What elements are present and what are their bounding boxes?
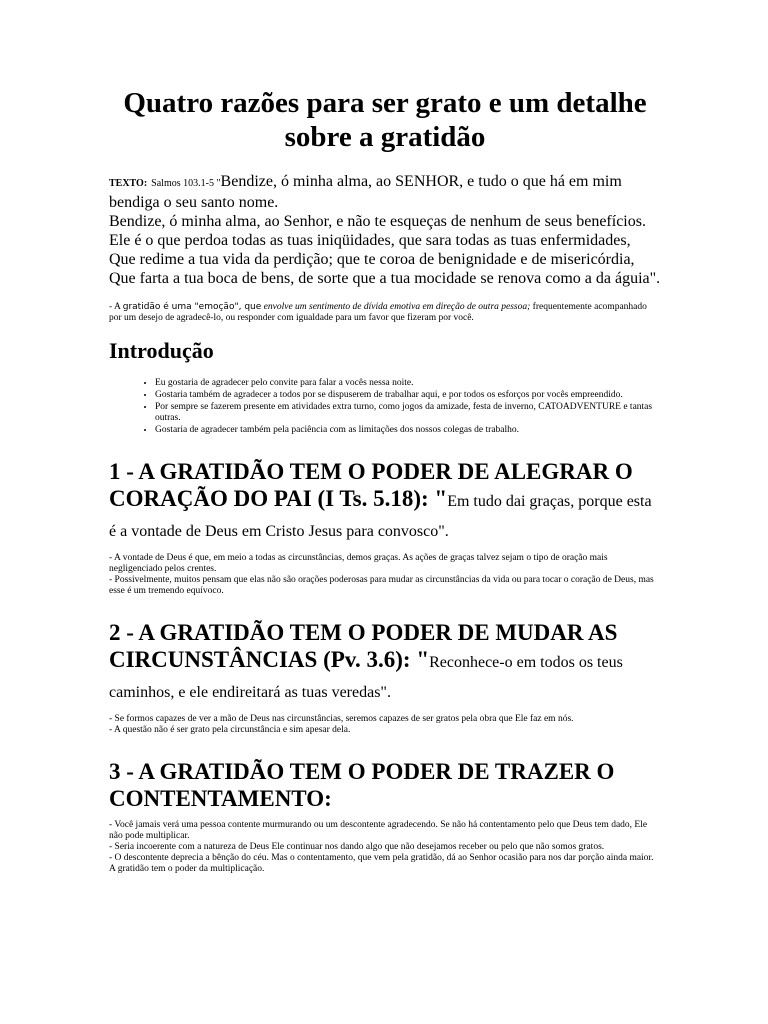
definition-script-text: gratidão é uma "emoção", que: [122, 302, 262, 312]
note-line: - A vontade de Deus é que, em meio a todas as circunstâncias, demos graças. As ações de graças talvez sejam o tipo de oração mais negligenciado pelos crentes.: [109, 553, 608, 574]
section-3-heading: [109, 758, 661, 812]
section-2-notes: [109, 714, 661, 736]
section-1-heading: [109, 458, 661, 545]
verse-line: Ele é o que perdoa todas as tuas iniqüidades, que sara todas as tuas enfermidades,: [109, 232, 631, 249]
intro-list: [109, 378, 661, 436]
definition-italic-text: envolve um sentimento de dívida emotiva em direção de outra pessoa;: [261, 302, 531, 312]
section-heading-text: 3 - A GRATIDÃO TEM O PODER DE TRAZER O CONTENTAMENTO:: [109, 759, 615, 811]
definition-rest-text: frequentemente acompanhado por um desejo de agradecê-lo, ou responder com igualdade para um favor que fizeram por você.: [109, 302, 647, 323]
note-line: - Você jamais verá uma pessoa contente murmurando ou um descontente agradecendo. Se não há contentamento pelo que Deus tem dado, Ele não pode multiplicar.: [109, 820, 648, 841]
section-2-heading: [109, 619, 661, 706]
note-line: - O descontente deprecia a bênção do céu. Mas o contentamento, que vem pela gratidão, dá ao Senhor ocasião para nos dar porção ainda maior. A gratidão tem o poder da multiplicação.: [109, 853, 654, 874]
note-line: - A questão não é ser grato pela circunstância e sim apesar dela.: [109, 725, 351, 735]
list-item: • Por sempre se fazerem presente em atividades extra turno, como jogos da amizade, festa de inverno, CATOADVENTURE e tantas outras.: [155, 402, 661, 424]
section-3-notes: [109, 820, 661, 875]
verse-line: Bendize, ó minha alma, ao SENHOR, e tudo o que há em mim bendiga o seu santo nome.: [109, 173, 622, 211]
document-content: [109, 86, 661, 875]
scripture-reference: Salmos 103.1-5 ": [151, 178, 221, 189]
list-item: • Gostaria de agradecer também pela paciência com as limitações dos nossos colegas de trabalho.: [155, 425, 661, 436]
definition-prefix: - A: [109, 302, 123, 312]
list-item: • Eu gostaria de agradecer pelo convite para falar a vocês nessa noite.: [155, 378, 661, 389]
note-line: - Se formos capazes de ver a mão de Deus nas circunstâncias, seremos capazes de ser gratos pela obra que Ele faz em nós.: [109, 714, 574, 724]
note-line: - Seria incoerente com a natureza de Deus Ele continuar nos dando algo que não desejamos receber ou pelo que não somos gratos.: [109, 842, 605, 852]
gratitude-definition: [109, 302, 661, 324]
note-line: - Possivelmente, muitos pensam que elas não são orações poderosas para mudar as circunstâncias da vida ou para tocar o coração de Deus, mas esse é um tremendo equívoco.: [109, 575, 654, 596]
document-title: Quatro razões para ser grato e um detalhe sobre a gratidão: [123, 87, 647, 153]
section-1-notes: [109, 553, 661, 597]
texto-label: TEXTO:: [109, 178, 148, 189]
intro-heading: Introdução: [109, 338, 214, 363]
section-quote: Em tudo dai graças, porque esta é a vontade de Deus em Cristo Jesus para convosco".: [109, 493, 652, 540]
scripture-text: [109, 172, 661, 288]
list-item: • Gostaria também de agradecer a todos por se dispuserem de trabalhar aqui, e por todos os esforços por vocês empreendido.: [155, 390, 661, 401]
section-heading-text: 2 - A GRATIDÃO TEM O PODER DE MUDAR AS CIRCUNSTÂNCIAS (Pv. 3.6): ": [109, 620, 618, 672]
verse-line: Bendize, ó minha alma, ao Senhor, e não te esqueças de nenhum de seus benefícios.: [109, 213, 646, 230]
verse-line: Que redime a tua vida da perdição; que te coroa de benignidade e de misericórdia,: [109, 251, 635, 268]
section-heading-text: 1 - A GRATIDÃO TEM O PODER DE ALEGRAR O CORAÇÃO DO PAI (I Ts. 5.18): ": [109, 459, 633, 511]
verse-line: Que farta a tua boca de bens, de sorte que a tua mocidade se renova como a da águia".: [109, 270, 661, 287]
section-quote: Reconhece-o em todos os teus caminhos, e ele endireitará as tuas veredas".: [109, 654, 623, 701]
